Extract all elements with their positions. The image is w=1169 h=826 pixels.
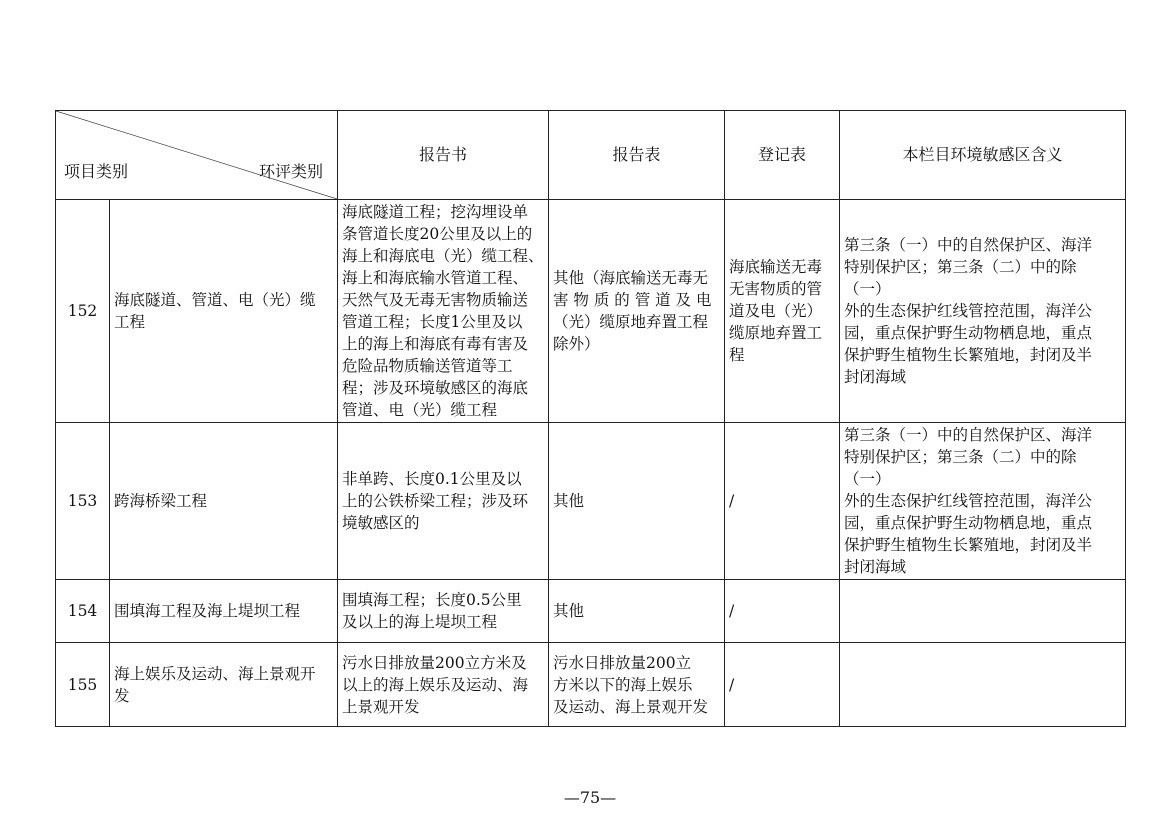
header-sensitive-area: 本栏目环境敏感区含义: [840, 111, 1126, 200]
table-row: [56, 423, 1126, 580]
row-report-book: 海底隧道工程；挖沟埋设单 条管道长度20公里及以上的 海上和海底电（光）缆工程、 海上和海底输水管道工程、 天然气及无毒无害物质输送 管道工程；长度1公里及以 上的海上和海底有毒有害及 危险品物质输送管道等工 程；涉及环境敏感区的海底 管道、电（光）缆工程: [338, 200, 549, 423]
diagonal-line: [56, 111, 337, 199]
row-sensitive-area: 第三条（一）中的自然保护区、海洋 特别保护区；第三条（二）中的除（一） 外的生态保护红线管控范围，海洋公 园，重点保护野生动物栖息地，重点 保护野生植物生长繁殖地，封闭及半 封闭海域: [840, 200, 1126, 423]
header-report-book: 报告书: [338, 111, 549, 200]
row-number: 152: [56, 200, 110, 423]
page-content: [55, 110, 1125, 809]
row-report-form: 其他（海底输送无毒无 害 物 质 的 管 道 及 电 （光）缆原地弃置工程 除外）: [549, 200, 725, 423]
diagonal-header-cell: [56, 111, 338, 200]
row-report-book: 非单跨、长度0.1公里及以 上的公铁桥梁工程；涉及环 境敏感区的: [338, 423, 549, 580]
row-sensitive-area: [840, 643, 1126, 727]
row-number: 155: [56, 643, 110, 727]
row-number: 153: [56, 423, 110, 580]
table-row: [56, 200, 1126, 423]
row-category: 跨海桥梁工程: [110, 423, 338, 580]
row-category: 海上娱乐及运动、海上景观开 发: [110, 643, 338, 727]
row-registration-form: 海底输送无毒 无害物质的管 道及电（光） 缆原地弃置工 程: [725, 200, 840, 423]
row-number: 154: [56, 580, 110, 643]
row-registration-form: /: [725, 423, 840, 580]
header-registration-form: 登记表: [725, 111, 840, 200]
page-number: —75—: [563, 788, 617, 807]
row-sensitive-area: [840, 580, 1126, 643]
header-project-category: 项目类别: [64, 162, 129, 181]
row-report-form: 污水日排放量200立 方米以下的海上娱乐 及运动、海上景观开发: [549, 643, 725, 727]
header-report-form: 报告表: [549, 111, 725, 200]
row-sensitive-area: 第三条（一）中的自然保护区、海洋 特别保护区；第三条（二）中的除（一） 外的生态保护红线管控范围，海洋公 园，重点保护野生动物栖息地，重点 保护野生植物生长繁殖地，封闭及半 封闭海域: [840, 423, 1126, 580]
row-report-form: 其他: [549, 580, 725, 643]
row-report-book: 围填海工程；长度0.5公里 及以上的海上堤坝工程: [338, 580, 549, 643]
table-row: [56, 580, 1126, 643]
header-eia-category: 环评类别: [258, 162, 323, 181]
table-header-row: [56, 111, 1126, 200]
eia-classification-table: [55, 110, 1126, 727]
row-report-book: 污水日排放量200立方米及 以上的海上娱乐及运动、海 上景观开发: [338, 643, 549, 727]
row-report-form: 其他: [549, 423, 725, 580]
row-registration-form: /: [725, 580, 840, 643]
table-row: [56, 643, 1126, 727]
row-category: 围填海工程及海上堤坝工程: [110, 580, 338, 643]
row-registration-form: /: [725, 643, 840, 727]
row-category: 海底隧道、管道、电（光）缆 工程: [110, 200, 338, 423]
